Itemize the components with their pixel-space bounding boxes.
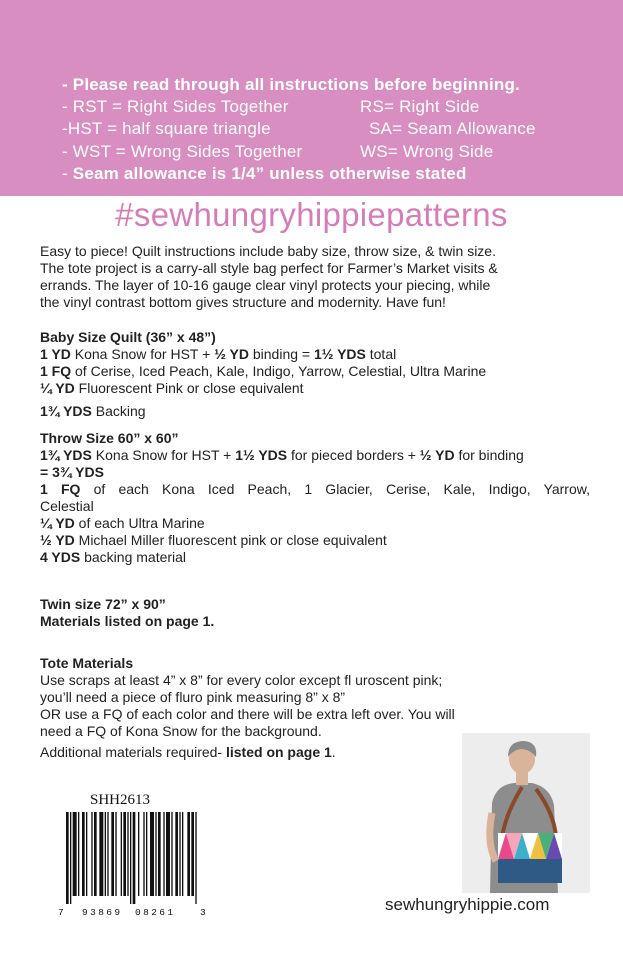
- twin-size-section: [40, 596, 590, 630]
- barcode-bar: [195, 812, 196, 904]
- throw-line-2-cont: Celestial: [40, 498, 94, 514]
- barcode-bar: [82, 812, 85, 896]
- banner-line-sa: SA= Seam Allowance: [369, 119, 536, 138]
- barcode-bar: [123, 812, 126, 896]
- barcode-bar: [138, 812, 139, 896]
- barcode-bar: [182, 812, 183, 896]
- barcode-bar: [130, 812, 131, 904]
- upc-right-digits: 08261: [135, 907, 176, 918]
- intro-line: Easy to piece! Quilt instructions include baby size, throw size, & twin size.: [40, 243, 496, 259]
- seam-prefix: -: [62, 164, 73, 183]
- banner-line-rst: - RST = Right Sides Together: [62, 97, 289, 116]
- tote-line: Use scraps at least 4” x 8” for every color except fl uroscent pink;: [40, 672, 443, 688]
- barcode-bar: [158, 812, 161, 896]
- barcode-bar: [86, 812, 87, 896]
- barcode-bar: [133, 812, 136, 904]
- website-url[interactable]: sewhungryhippie.com: [385, 895, 550, 914]
- barcode-bar: [187, 812, 190, 896]
- barcode-bar: [91, 812, 92, 896]
- baby-size-section: [40, 329, 590, 420]
- tote-line: need a FQ of Kona Snow for the background.: [40, 723, 322, 739]
- barcode-bar: [111, 812, 114, 896]
- tote-additional: Additional materials required- listed on page 1.: [40, 744, 336, 760]
- hashtag-heading: #sewhungryhippiepatterns: [115, 196, 508, 233]
- barcode-bar: [66, 812, 69, 904]
- barcode-bar: [146, 812, 147, 896]
- baby-heading: Baby Size Quilt (36” x 48”): [40, 329, 216, 345]
- sku-label: SHH2613: [90, 792, 151, 808]
- throw-line-2: 1 FQ of each Kona Iced Peach, 1 Glacier, Cerise, Kale, Indigo, Yarrow,: [40, 481, 590, 497]
- banner-line-read-instructions: - Please read through all instructions before beginning.: [62, 75, 520, 94]
- barcode-bar: [127, 812, 128, 896]
- barcode-bar: [99, 812, 103, 896]
- baby-line-2: 1 FQ of Cerise, Iced Peach, Kale, Indigo, Yarrow, Celestial, Ultra Marine: [40, 363, 487, 379]
- barcode-bar: [155, 812, 156, 896]
- baby-line-3: ¼ YD Fluorescent Pink or close equivalent: [40, 380, 304, 396]
- throw-line-5: 4 YDS backing material: [40, 549, 187, 565]
- tote-line: OR use a FQ of each color and there will be extra left over. You will: [40, 706, 455, 722]
- barcode-bar: [70, 812, 71, 904]
- intro-paragraph: [40, 243, 590, 311]
- intro-line: The tote project is a carry-all style bag perfect for Farmer’s Market visits &: [40, 260, 498, 276]
- upc-check-digit: 3: [200, 907, 206, 918]
- instructions-banner: [0, 0, 623, 196]
- banner-line-wst: - WST = Wrong Sides Together: [62, 142, 303, 161]
- twin-line: Materials listed on page 1.: [40, 613, 215, 629]
- barcode-bar: [179, 812, 180, 896]
- barcode-bar: [105, 812, 106, 896]
- barcode-bar: [121, 812, 122, 896]
- throw-size-section: [40, 430, 590, 566]
- barcode-bar: [171, 812, 172, 896]
- barcode-bar: [107, 812, 108, 896]
- upc-left-digits: 93869: [82, 907, 123, 918]
- throw-line-3: ¼ YD of each Ultra Marine: [40, 515, 205, 531]
- barcode-bar: [175, 812, 178, 896]
- baby-line-4: 1¾ YDS Backing: [40, 403, 146, 419]
- upc-first-digit: 7: [58, 907, 64, 918]
- barcode-bar: [94, 812, 97, 896]
- banner-line-ws: WS= Wrong Side: [360, 142, 494, 161]
- banner-line-hst: -HST = half square triangle: [62, 119, 271, 138]
- barcode-bar: [150, 812, 154, 896]
- intro-line: errands. The layer of 10-16 gauge clear vinyl protects your piecing, while: [40, 277, 491, 293]
- intro-line: the vinyl contrast bottom gives structure and modernity. Have fun!: [40, 294, 446, 310]
- banner-line-seam-allowance: [62, 164, 467, 184]
- tote-heading: Tote Materials: [40, 655, 134, 671]
- twin-heading: Twin size 72” x 90”: [40, 596, 166, 612]
- throw-heading: Throw Size 60” x 60”: [40, 430, 179, 446]
- throw-line-4: ½ YD Michael Miller fluorescent pink or close equivalent: [40, 532, 387, 548]
- banner-line-rs: RS= Right Side: [360, 97, 480, 116]
- barcode-bar: [143, 812, 144, 896]
- barcode-bar: [163, 812, 164, 896]
- tote-line: you’ll need a piece of fluro pink measuring 8” x 8”: [40, 689, 346, 705]
- throw-line-1-total: = 3¾ YDS: [40, 464, 104, 480]
- baby-line-1: 1 YD Kona Snow for HST + ½ YD binding = 1½ YDS total: [40, 346, 397, 362]
- barcode-bar: [166, 812, 170, 896]
- throw-line-1: 1¾ YDS Kona Snow for HST + 1½ YDS for pieced borders + ½ YD for binding: [40, 447, 524, 463]
- barcode-bar: [78, 812, 79, 896]
- barcode-bar: [191, 812, 194, 896]
- barcode-bar: [115, 812, 116, 896]
- seam-allowance-text: Seam allowance is 1/4” unless otherwise stated: [72, 164, 467, 183]
- photo-illustration: [462, 733, 590, 893]
- woman-with-tote-photo: [462, 733, 590, 893]
- barcode: [66, 812, 198, 904]
- barcode-bar: [73, 812, 77, 896]
